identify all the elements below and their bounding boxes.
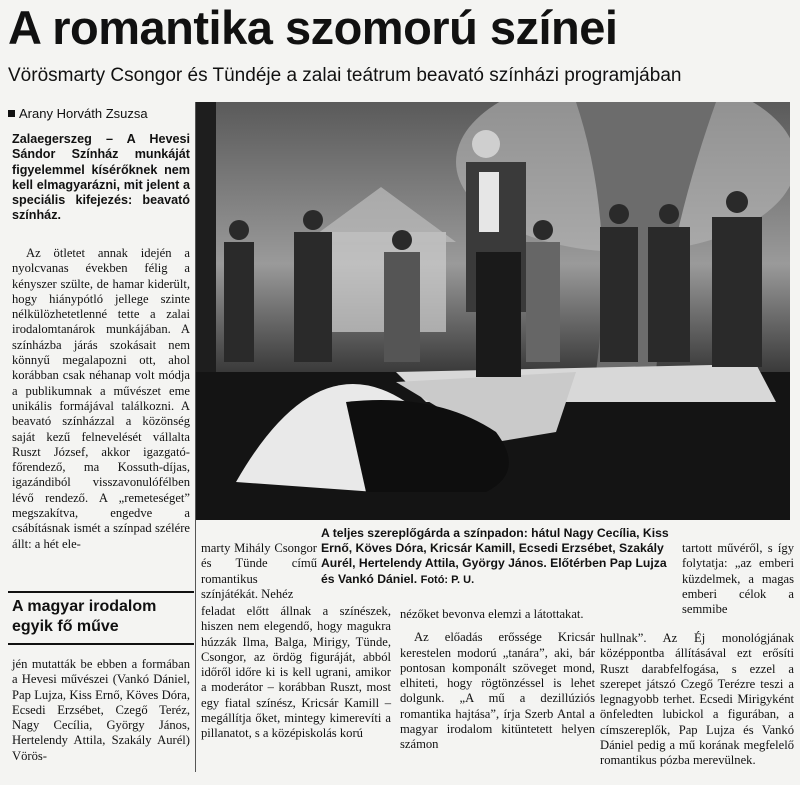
byline [8, 106, 148, 122]
section-rule-bottom [8, 643, 194, 645]
article-paragraph: Az ötletet annak idején a nyolcvanas években félig a kényszer szülte, de hamar kiderült, hogy hiánypótló jellege szinte nélkülözhetetlenné tette a zalai irodalomtanárok munkájában. A színházba járás szokásait nem könnyű megalapozni ott, ahol korábban csak néhanap volt módja a publikumnak a művészet eme unikális formájával találkozni. A beavató színházzal a közönség saját kezű felnevelését vállalta Ruszt József, akkor igazgató-főrendező, ma Kossuth-díjas, igazándiból visszavonulófélben lévő rendező. A „remeteséget” megszakítva, engedve a csábításnak ismét a színpad szélére állt: a hét ele- [12, 246, 190, 551]
article-column-1 [12, 246, 190, 552]
photo-credit: Fotó: P. U. [420, 573, 475, 586]
byline-author: Arany Horváth Zsuzsa [19, 106, 148, 121]
caption-text: A teljes szereplőgárda a színpadon: hátul Nagy Cecília, Kiss Ernő, Köves Dóra, Kricsár Kamill, Ecsedi Erzsébet, Szakály Aurél, Hertelendy Attila, György János. Előtérben Pap Lujza és Vankó Dániel. [321, 526, 669, 586]
article-column-2-top: marty Mihály Csongor és Tünde című romantikus színjátékát. Nehéz [201, 541, 317, 601]
article-column-4: hullnak”. Az Éj monológjának középpontba állításával ezt erősíti Ruszt darabfelfogása, s ezzel a szerepet játszó Czegő Terézre teszi a legnagyobb terhet. Ecsedi Mirigyként önfeledten lubickol a figurában, a címszereplők, Pap Lujza és Vankó Dániel pedig a mű korának megfelelő romantikus pózba merevülnek. [600, 631, 794, 768]
lead-place: Zalaegerszeg [12, 132, 92, 146]
stage-photo [196, 102, 790, 520]
square-bullet-icon [8, 110, 15, 117]
article-column-4-top: tartott művéről, s így folytatja: „az emberi küzdelmek, a magas emberi célok a semmibe [682, 541, 794, 617]
article-paragraph: nézőket bevonva elemzi a látottakat. [400, 607, 584, 621]
section-rule-top [8, 591, 194, 593]
article-column-2: feladat előtt állnak a színészek, hiszen nem elegendő, hogy magukra húzzák Ilma, Balga, Mirigy, Tünde, Csongor, az ördög figuráját, abból időről időre ki is kell ugrani, amikor a moderátor – korábban Ruszt, most egy fiatal színész, Kricsár Kamill – megállítja őket, mintegy kimerevíti a pillanatot, s a középiskolás korú [201, 604, 391, 741]
article-paragraph: Az előadás erőssége Kricsár kerestelen modorú „tanára”, aki, bár pontosan komponált szöveget mond, elhiteti, hogy rögtönzéssel is lehet dolgunk. „A mű a dezillúziós romantika hajtása”, írja Szerb Antal a magyar irodalom kitüntetett helyen számon [400, 630, 595, 752]
headline: A romantika szomorú színei [8, 1, 618, 54]
subheadline: Vörösmarty Csongor és Tündéje a zalai teátrum beavató színházi programjában [8, 65, 682, 86]
article-column-1-continued: jén mutatták be ebben a formában a Hevesi művészei (Vankó Dániel, Pap Lujza, Kiss Ernő, Köves Dóra, Ecsedi Erzsébet, Czegő Teréz, Nagy Cecília, György János, Hertelendy Attila, Szakály Aurél) Vörös- [12, 657, 190, 763]
lead-text: – A Hevesi Sándor Színház munkáját figyelemmel kísérőknek nem kell elmagyarázni, mit jelent a speciális kifejezés: beavató színház. [12, 132, 190, 223]
photo-caption [321, 526, 669, 588]
article-column-3 [400, 607, 595, 753]
section-heading: A magyar irodalom egyik fő műve [12, 598, 157, 635]
lead-paragraph [12, 132, 190, 224]
